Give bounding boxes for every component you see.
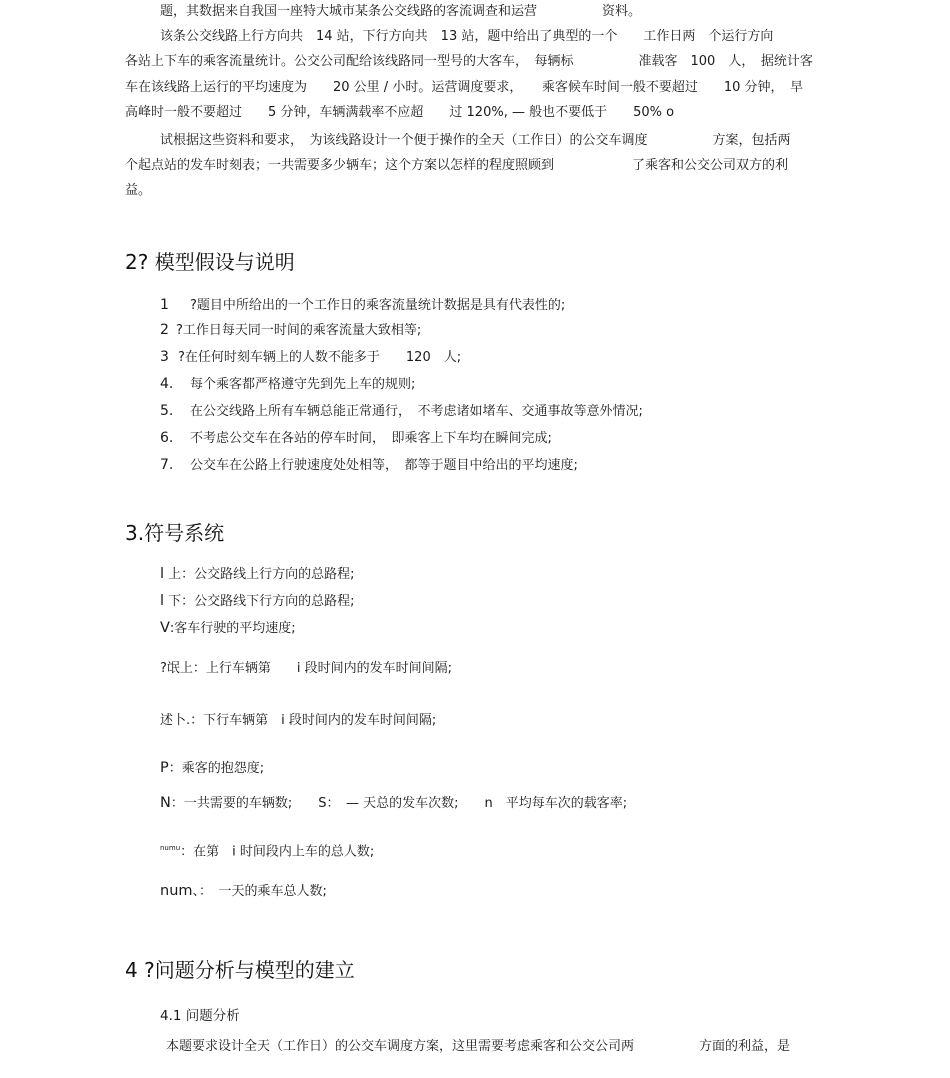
assumption-item bbox=[160, 429, 552, 448]
symbol-up-distance bbox=[160, 565, 355, 584]
section-2-title: 2? 模型假设与说明 bbox=[125, 250, 295, 274]
assumption-text: ?题目中所给出的一个工作日的乘客流量统计数据是具有代表性的; bbox=[190, 298, 566, 313]
symbol-vehicle-count bbox=[160, 794, 627, 813]
intro-line-6: 试根据这些资料和要求， 为该线路设计一个便于操作的全天（工作日）的公交车调度 方案，包括两 bbox=[160, 133, 791, 148]
symbol-desc: :客车行驶的平均速度; bbox=[169, 621, 296, 636]
symbol-desc: ：在第 i 时间段内上车的总人数; bbox=[180, 844, 375, 860]
assumption-item bbox=[160, 375, 415, 394]
symbol-period-riders bbox=[160, 839, 374, 861]
symbol-complaint bbox=[160, 759, 264, 778]
assumption-text: ?在任何时刻车辆上的人数不能多于 120 人; bbox=[178, 350, 462, 365]
assumption-number: 1 bbox=[160, 297, 169, 313]
symbol-superscript: numu bbox=[160, 844, 181, 852]
assumption-text: 公交车在公路上行驶速度处处相等， 都等于题目中给出的平均速度; bbox=[190, 458, 578, 473]
section-3-title: 3.符号系统 bbox=[125, 521, 225, 545]
symbol-key: N bbox=[160, 795, 171, 811]
intro-line-5: 高峰时一般不要超过 5 分钟，车辆满载率不应超 过 120%, — 般也不要低于 50% o bbox=[125, 105, 675, 120]
symbol-up-interval: ?氓上：上行车辆第 i 段时间内的发车时间间隔; bbox=[160, 661, 453, 676]
symbol-desc: 、： 一天的乘车总人数; bbox=[192, 884, 327, 899]
assumption-text: 在公交线路上所有车辆总能正常通行， 不考虑诸如堵车、交通事故等意外情况; bbox=[190, 404, 643, 419]
assumption-number: 4. bbox=[160, 376, 174, 392]
section-4-1-title: 4.1 问题分析 bbox=[160, 1008, 240, 1024]
assumption-item bbox=[160, 296, 565, 315]
intro-line-8: 益。 bbox=[125, 183, 152, 198]
intro-line-3: 各站上下车的乘客流量统计。公交公司配给该线路同一型号的大客车， 每辆标 准载客 100 人， 据统计客 bbox=[125, 54, 813, 69]
assumption-item bbox=[160, 348, 461, 367]
symbol-down-interval: 述卜.：下行车辆第 i 段时间内的发车时间间隔; bbox=[160, 713, 437, 728]
symbol-key: num bbox=[160, 883, 193, 899]
section-4-line-1: 本题要求设计全天（工作日）的公交车调度方案，这里需要考虑乘客和公交公司两 方面的利益，是 bbox=[166, 1039, 791, 1054]
symbol-key: l bbox=[160, 593, 165, 609]
intro-line-2: 该条公交线路上行方向共 14 站，下行方向共 13 站，题中给出了典型的一个 工作日两 个运行方向 bbox=[160, 29, 774, 44]
symbol-key: P bbox=[160, 760, 169, 776]
assumption-number: 5. bbox=[160, 403, 174, 419]
intro-line-7: 个起点站的发车时刻表；一共需要多少辆车；这个方案以怎样的程度照顾到 了乘客和公交公司双方的利 bbox=[125, 158, 789, 173]
assumption-item bbox=[160, 402, 643, 421]
assumption-text: 每个乘客都严格遵守先到先上车的规则; bbox=[190, 377, 416, 392]
assumption-item bbox=[160, 321, 421, 340]
assumption-number: 2 bbox=[160, 322, 169, 338]
symbol-speed bbox=[160, 619, 296, 638]
intro-line-1: 题，其数据来自我国一座特大城市某条公交线路的客流调查和运营 资料。 bbox=[160, 4, 642, 19]
intro-line-4: 车在该线路上运行的平均速度为 20 公里 / 小时。运营调度要求， 乘客候车时间一般不要超过 10 分钟， 早 bbox=[125, 80, 803, 95]
symbol-desc: 上：公交路线上行方向的总路程; bbox=[164, 567, 355, 582]
symbol-down-distance bbox=[160, 592, 355, 611]
assumption-number: 6. bbox=[160, 430, 174, 446]
assumption-item bbox=[160, 456, 578, 475]
assumption-text: 不考虑公交车在各站的停车时间， 即乘客上下车均在瞬间完成; bbox=[190, 431, 552, 446]
symbol-desc: ：一共需要的车辆数; S： — 天总的发车次数; n 平均每车次的载客率; bbox=[170, 796, 628, 811]
assumption-number: 7. bbox=[160, 457, 174, 473]
symbol-desc: ：乘客的抱怨度; bbox=[168, 761, 265, 776]
assumption-text: ?工作日每天同一时间的乘客流量大致相等; bbox=[176, 323, 422, 338]
assumption-number: 3 bbox=[160, 349, 169, 365]
symbol-key: l bbox=[160, 566, 165, 582]
section-4-title: 4 ?问题分析与模型的建立 bbox=[125, 958, 355, 982]
symbol-key: V bbox=[160, 620, 170, 636]
symbol-total-riders bbox=[160, 882, 327, 901]
symbol-desc: 下：公交路线下行方向的总路程; bbox=[164, 594, 355, 609]
